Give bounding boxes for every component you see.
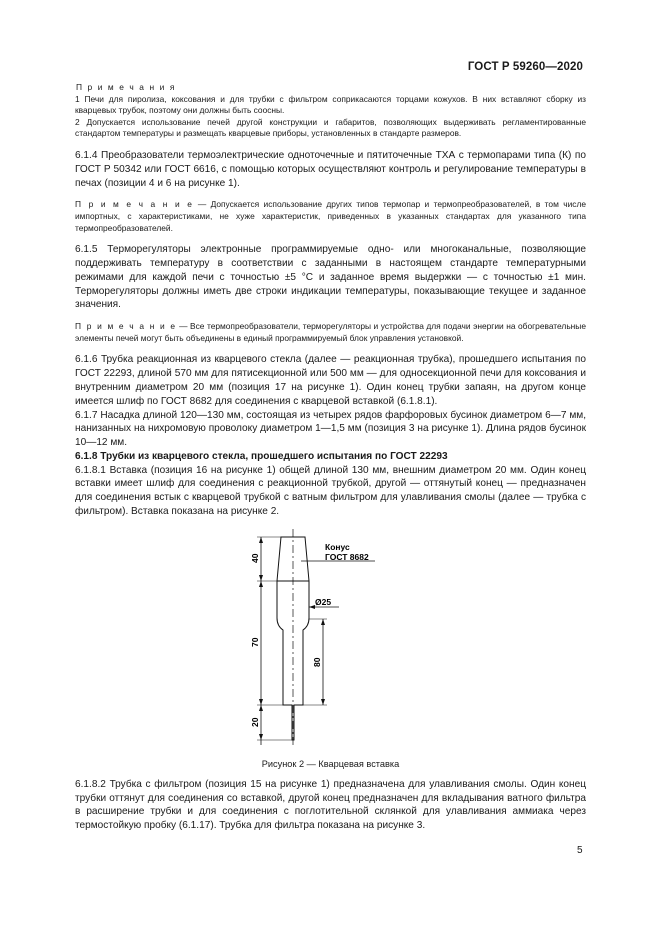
note-text: — Все термопреобразователи, терморегуляторы и устройства для подачи энергии на обогревательные элементы печей могут быть объединены в единый программируемый блок управления установкой. — [75, 321, 586, 343]
dimension-80: 80 — [312, 657, 322, 667]
paragraph-6-1-4: 6.1.4 Преобразователи термоэлектрические одноточечные и пятиточечные ТХА с термопарами типа (К) по ГОСТ Р 50342 или ГОСТ 6616, с помощью которых осуществляют контроль и регулирование температуры в печах (позиции 4 и 6 на рисунке 1). — [75, 149, 586, 189]
notes-heading: П р и м е ч а н и я — [76, 82, 176, 92]
quartz-insert-drawing — [75, 519, 586, 759]
page-number: 5 — [577, 845, 583, 856]
paragraph-6-1-5: 6.1.5 Терморегуляторы электронные программируемые одно- или многоканальные, позволяющие поддерживать температуру в соответствии с заданными в настоящем стандарте температурными режимами для каждой печи с точностью ±5 °С и заданное время выдержки — с точностью ±1 мин. Терморегуляторы должны иметь две строки индикации температуры, показывающие текущее и заданное значения. — [75, 244, 586, 311]
figure-quartz-insert — [75, 519, 586, 759]
section-heading-6-1-8: 6.1.8 Трубки из кварцевого стекла, прошедшего испытания по ГОСТ 22293 — [75, 450, 448, 462]
note-label: П р и м е ч а н и е — [75, 321, 177, 332]
document-code-header: ГОСТ Р 59260—2020 — [467, 61, 583, 73]
paragraph-6-1-8-2: 6.1.8.2 Трубка с фильтром (позиция 15 на рисунке 1) предназначена для улавливания смолы. Один конец трубки оттянут для соединения со вставкой, другой конец предназначен для вкладывания ватного фильтра в расширение трубки и для соединения с поглотительной склянкой для улавливания аммиака через термостойкую пробку (6.1.17). Трубка для фильтра показана на рисунке 3. — [75, 778, 586, 832]
dimension-70: 70 — [250, 637, 260, 647]
note-text: — Допускается использование других типов термопар и термопреобразователей, в том числе импортных, с характеристиками, не хуже характеристик, приведенных в указанных стандартах для указанного типа термопреобразователей. — [75, 199, 586, 233]
diameter-label: Ø25 — [315, 596, 332, 607]
note-regulators — [75, 321, 586, 344]
note-thermocouples — [75, 199, 586, 234]
note-item-2: 2 Допускается использование печей другой конструкции и габаритов, позволяющих выдерживать регламентированные стандартом температуры и размещать кварцевые приборы, установленных в стандарте размеров. — [75, 116, 586, 139]
note-item-1: 1 Печи для пиролиза, коксования и для трубки с фильтром соприкасаются торцами кожухов. В них вставляют сборку из кварцевых трубок, поэтому они должны быть соосны. — [75, 93, 586, 116]
paragraph-6-1-7: 6.1.7 Насадка длиной 120—130 мм, состоящая из четырех рядов фарфоровых бусинок диаметром 6—7 мм, нанизанных на нихромовую проволоку диаметром 1—1,5 мм (позиция 3 на рисунке 1). Длина рядов бусинок 10—12 мм. — [75, 409, 586, 449]
dimension-40: 40 — [250, 553, 260, 563]
dimension-20: 20 — [250, 717, 260, 727]
gost-label: ГОСТ 8682 — [325, 551, 369, 562]
page-body — [75, 82, 586, 833]
paragraph-6-1-6: 6.1.6 Трубка реакционная из кварцевого стекла (далее — реакционная трубка), прошедшего испытания по ГОСТ 22293, длиной 570 мм для пятисекционной или 500 мм — для односекционной печи для коксования и внутренним диаметром 20 мм (позиция 17 на рисунке 1). Один конец трубки запаян, на другом конце имеется шлиф по ГОСТ 8682 для соединения с кварцевой вставкой (6.1.8.1). — [75, 354, 586, 407]
note-label: П р и м е ч а н и е — [75, 199, 194, 210]
cone-label: Конус — [325, 541, 350, 552]
paragraph-6-1-8-1: 6.1.8.1 Вставка (позиция 16 на рисунке 1) общей длиной 130 мм, внешним диаметром 20 мм. Один конец вставки имеет шлиф для соединения с реакционной трубкой, другой — оттянутый конец — предназначен для соединения встык с кварцевой трубкой с ватным фильтром для улавливания смолы (далее — трубка с фильтром). Вставка показана на рисунке 2. — [75, 464, 586, 518]
figure-caption: Рисунок 2 — Кварцевая вставка — [261, 758, 400, 769]
